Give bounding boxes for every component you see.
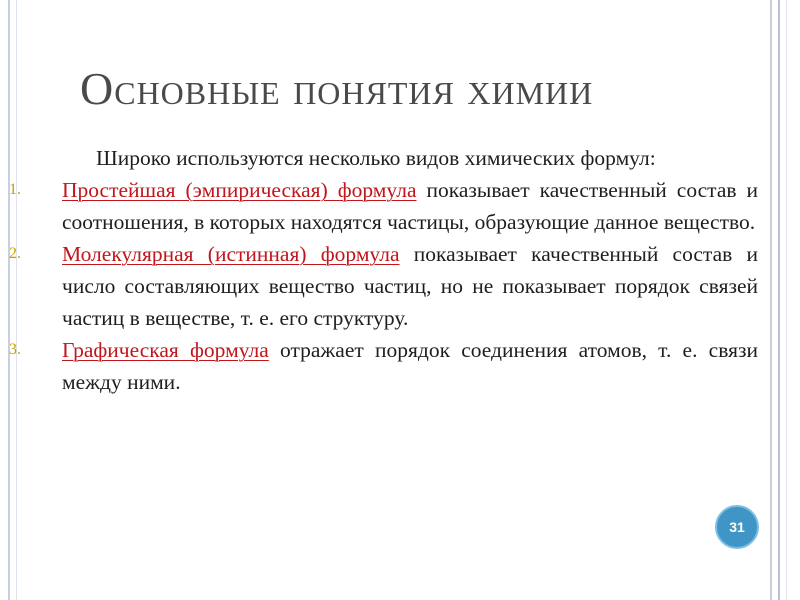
list-number: 3. — [9, 341, 21, 358]
page-number-badge: 31 — [715, 505, 759, 549]
list-number: 1. — [9, 181, 21, 198]
item-text: показывает качественный состав и число составляющих вещество частиц, но не показывает порядок связей частиц в веществе, т. е. его структуру. — [62, 242, 758, 330]
slide-body — [9, 142, 758, 398]
term-empirical-formula: Простейшая (эмпирическая) формула — [62, 178, 417, 202]
right-decorative-line — [770, 0, 772, 600]
item-text: отражает порядок соединения атомов, т. е. связи между ними. — [62, 338, 758, 394]
slide-title: Основные понятия химии — [80, 63, 594, 114]
term-molecular-formula: Молекулярная (истинная) формула — [62, 242, 400, 266]
item-text: показывает качественный состав и соотношения, в которых находятся частицы, образующие данное вещество. — [62, 178, 758, 234]
list-number: 2. — [9, 245, 21, 262]
list-item — [9, 238, 758, 334]
term-graphic-formula: Графическая формула — [62, 338, 269, 362]
left-decorative-line-thin — [16, 0, 17, 600]
left-decorative-line — [8, 0, 10, 600]
right-decorative-line — [778, 0, 780, 600]
list-item — [9, 174, 758, 238]
list-item — [9, 334, 758, 398]
intro-paragraph: Широко используются несколько видов химических формул: — [96, 146, 656, 170]
formula-types-list — [9, 174, 758, 398]
right-decorative-line-thin — [786, 0, 787, 600]
